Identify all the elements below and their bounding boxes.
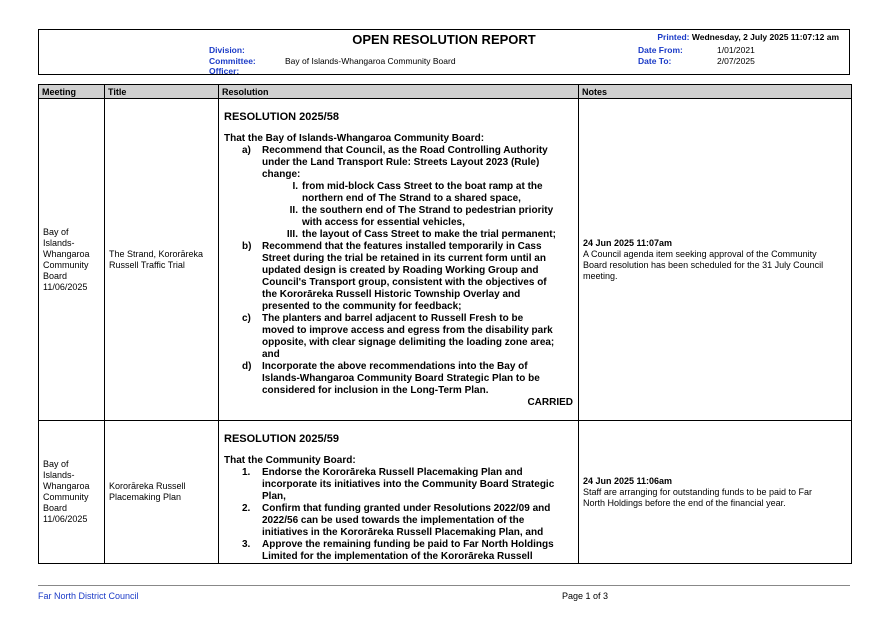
- meeting-line: Bay of: [43, 459, 69, 469]
- resolution-item: [224, 361, 573, 373]
- item-line: Approve the remaining funding be paid to Far North Holdings: [262, 539, 554, 550]
- item-line: Limited for the implementation of the Kororāreka Russell: [262, 551, 533, 562]
- resolution-subitem: [224, 205, 573, 217]
- item-line: moved to improve access and egress from the disability park: [262, 325, 553, 336]
- item-marker: a): [242, 145, 251, 156]
- footer-page-number: Page 1 of 3: [562, 591, 609, 601]
- printed-value: Wednesday, 2 July 2025 11:07:12 am: [691, 32, 839, 42]
- note-date: 24 Jun 2025 11:06am: [583, 475, 673, 486]
- resolution-heading: RESOLUTION 2025/58: [224, 111, 339, 123]
- meeting-cell: [39, 421, 105, 564]
- item-line: and: [262, 349, 280, 360]
- item-line: Street during the trial be retained in its current form until an: [262, 253, 546, 264]
- column-header-notes: Notes: [579, 85, 852, 99]
- notes-cell: [579, 421, 852, 564]
- table-row: [39, 421, 852, 564]
- resolutions-table: [38, 84, 852, 564]
- item-marker: 3.: [242, 539, 251, 550]
- division-label: Division:: [209, 45, 245, 55]
- resolution-item: [224, 503, 573, 515]
- item-line: The planters and barrel adjacent to Russell Fresh to be: [262, 313, 524, 324]
- item-marker: 2.: [242, 503, 251, 514]
- item-line: Recommend that Council, as the Road Controlling Authority: [262, 145, 548, 156]
- meeting-line: Board: [43, 503, 68, 513]
- item-line: considered for inclusion in the Long-Term Plan.: [262, 385, 489, 396]
- item-marker: d): [242, 361, 252, 372]
- meeting-line: Bay of: [43, 226, 69, 237]
- title-cell: [105, 99, 219, 421]
- subitem-marker: I.: [292, 181, 298, 192]
- resolution-heading: RESOLUTION 2025/59: [224, 433, 339, 445]
- note-line: North Holdings before the end of the financial year.: [583, 497, 786, 508]
- officer-label: Officer:: [209, 66, 240, 76]
- item-line: the Kororāreka Russell Historic Township Overlay and: [262, 289, 521, 300]
- notes-cell: [579, 99, 852, 421]
- item-line: Islands-Whangaroa Community Board Strategic Plan to be: [262, 373, 540, 384]
- resolution-item: [224, 145, 573, 157]
- item-line: opposite, with clear signage delimiting the loading zone area;: [262, 337, 555, 348]
- column-header-meeting: Meeting: [39, 85, 105, 99]
- item-line: presented to the community for feedback;: [262, 301, 462, 312]
- note-line: Board resolution has been scheduled for the 31 July Council: [583, 259, 824, 270]
- date-from-value: 1/01/2021: [717, 45, 755, 55]
- resolution-item: [224, 313, 573, 325]
- table-header-row: [39, 85, 852, 99]
- resolution-cell: [219, 99, 579, 421]
- column-header-resolution: Resolution: [219, 85, 579, 99]
- meeting-date: 11/06/2025: [43, 281, 88, 292]
- meeting-cell: [39, 99, 105, 421]
- printed-info: [657, 32, 839, 42]
- subitem-marker: III.: [286, 229, 298, 240]
- report-title: OPEN RESOLUTION REPORT: [352, 32, 536, 47]
- subitem-line: the southern end of The Strand to pedestrian priority: [302, 205, 554, 216]
- subitem-line: the layout of Cass Street to make the trial permanent;: [302, 229, 556, 240]
- subitem-line: northern end of The Strand to a shared space,: [302, 193, 521, 204]
- item-marker: b): [242, 241, 252, 252]
- item-marker: 1.: [242, 467, 251, 478]
- committee-value: Bay of Islands-Whangaroa Community Board: [285, 56, 456, 66]
- note-line: Staff are arranging for outstanding funds to be paid to Far: [583, 486, 812, 497]
- meeting-line: Community: [43, 259, 89, 270]
- note-line: meeting.: [583, 270, 618, 281]
- item-line: Recommend that the features installed temporarily in Cass: [262, 241, 542, 252]
- resolution-item: [224, 241, 573, 253]
- committee-label: Committee:: [209, 56, 256, 66]
- note-date: 24 Jun 2025 11:07am: [583, 237, 673, 248]
- carried-label: CARRIED: [527, 397, 573, 408]
- meeting-line: Islands-: [43, 237, 75, 248]
- resolution-intro: That the Bay of Islands-Whangaroa Community Board:: [224, 133, 485, 144]
- date-to-label: Date To:: [638, 56, 672, 66]
- column-header-title: Title: [105, 85, 219, 99]
- report-header: [38, 29, 850, 75]
- item-line: updated design is created by Roading Working Group and: [262, 265, 539, 276]
- note-line: A Council agenda item seeking approval of the Community: [583, 248, 817, 259]
- item-line: initiatives in the Kororāreka Russell Placemaking Plan, and: [262, 527, 544, 538]
- item-line: Endorse the Kororāreka Russell Placemaking Plan and: [262, 467, 523, 478]
- item-line: Incorporate the above recommendations into the Bay of: [262, 361, 528, 372]
- resolution-subitem: [224, 229, 573, 241]
- table-row: [39, 99, 852, 421]
- resolution-item: [224, 539, 573, 551]
- subitem-line: from mid-block Cass Street to the boat ramp at the: [302, 181, 543, 192]
- item-marker: c): [242, 313, 251, 324]
- item-line: under the Land Transport Rule: Streets Layout 2023 (Rule): [262, 157, 540, 168]
- resolution-cell: [219, 421, 579, 564]
- item-line: incorporate its initiatives into the Community Board Strategic: [262, 479, 555, 490]
- meeting-line: Islands-: [43, 470, 75, 480]
- meeting-line: Whangaroa: [43, 481, 90, 491]
- subitem-line: with access for essential vehicles,: [302, 217, 465, 228]
- item-line: Plan,: [262, 491, 286, 502]
- title-line: Russell Traffic Trial: [109, 259, 185, 270]
- date-from-label: Date From:: [638, 45, 683, 55]
- item-line: Confirm that funding granted under Resolutions 2022/09 and: [262, 503, 551, 514]
- meeting-line: Board: [43, 270, 68, 281]
- meeting-date: 11/06/2025: [43, 514, 88, 524]
- title-line: The Strand, Kororāreka: [109, 248, 204, 259]
- resolution-item: [224, 467, 573, 479]
- resolution-intro: That the Community Board:: [224, 455, 356, 466]
- footer-divider: [38, 585, 850, 586]
- printed-label: Printed:: [657, 32, 690, 42]
- title-line: Placemaking Plan: [109, 492, 182, 502]
- meeting-line: Whangaroa: [43, 248, 90, 259]
- meeting-line: Community: [43, 492, 89, 502]
- subitem-marker: II.: [289, 205, 298, 216]
- item-line: Council's Transport group, consistent with the objectives of: [262, 277, 547, 288]
- title-line: Kororāreka Russell: [109, 481, 186, 491]
- footer-org: Far North District Council: [38, 591, 139, 601]
- date-to-value: 2/07/2025: [717, 56, 755, 66]
- item-line: 2022/56 can be used towards the implementation of the: [262, 515, 525, 526]
- item-line: change:: [262, 169, 301, 180]
- title-cell: [105, 421, 219, 564]
- resolution-subitem: [224, 181, 573, 193]
